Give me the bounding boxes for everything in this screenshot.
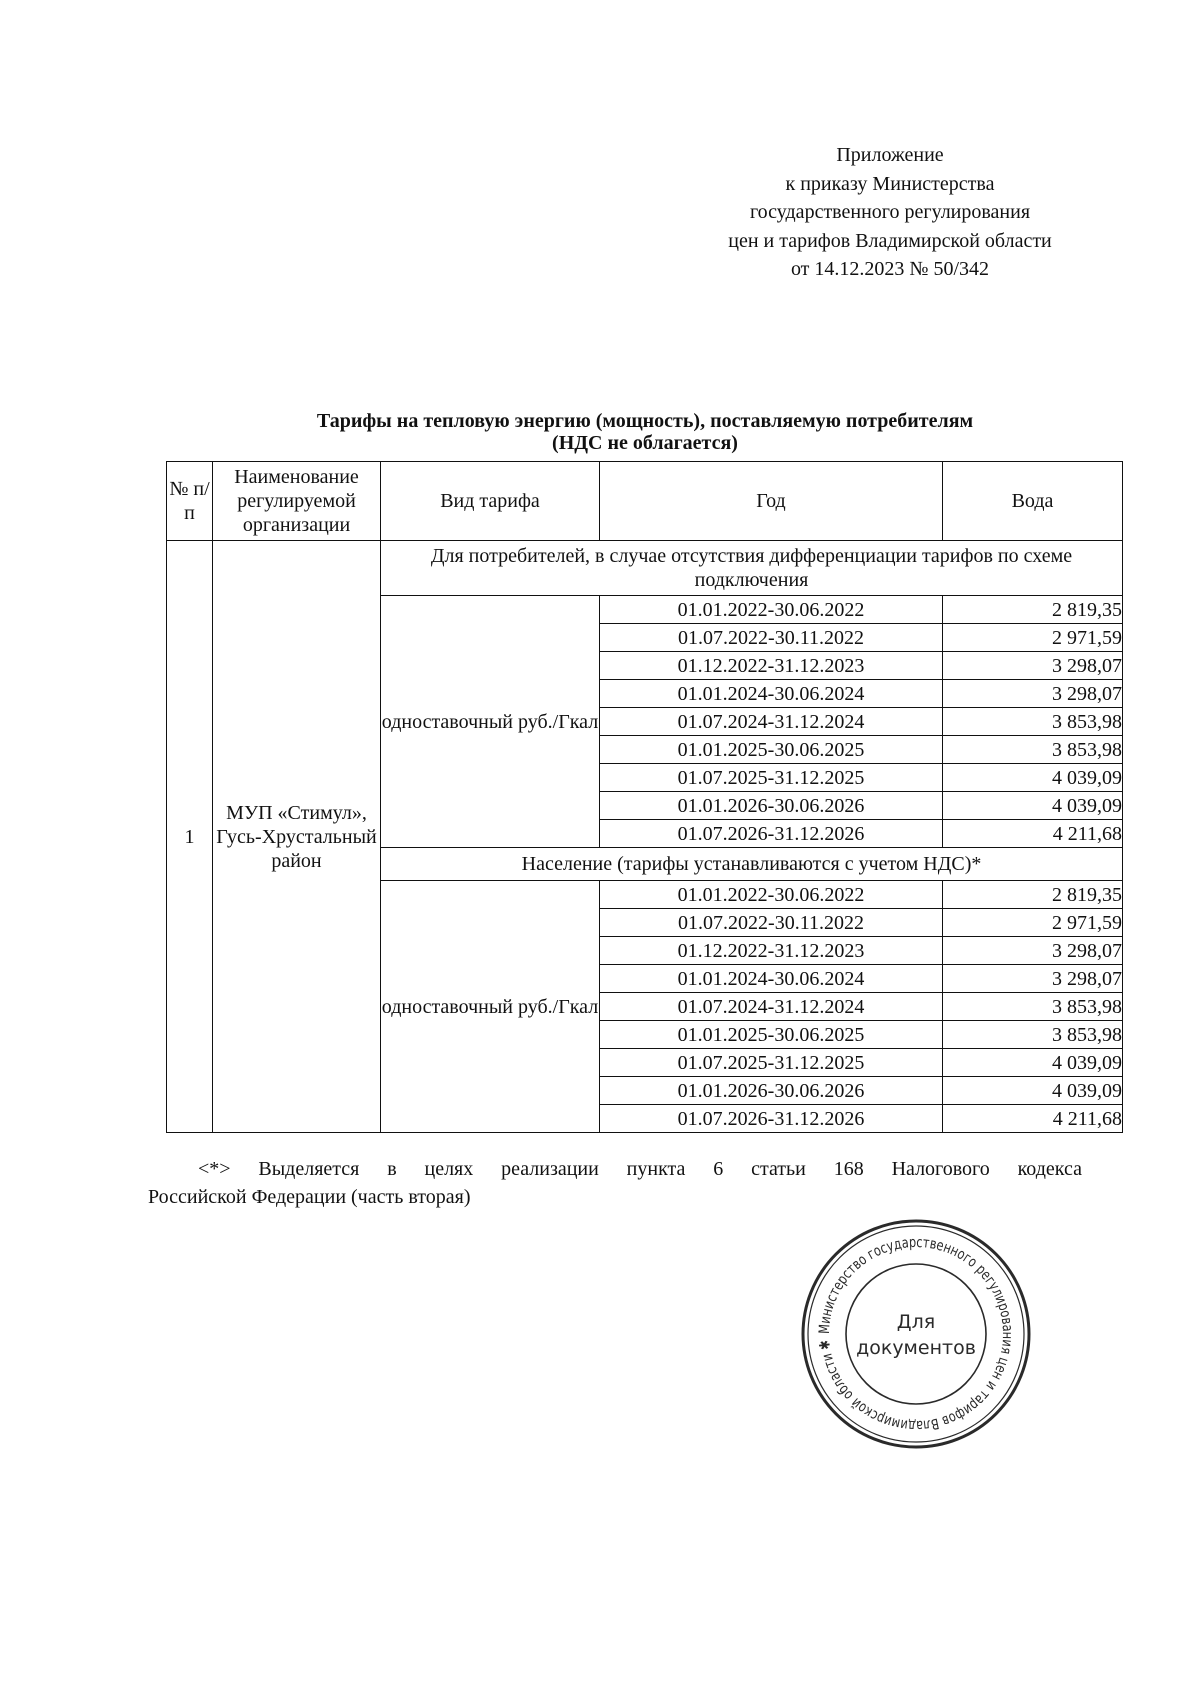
stamp-outer-ring-inner (808, 1226, 1024, 1442)
value-cell: 2 819,35 (943, 596, 1123, 624)
group-title-consumers: Для потребителей, в случае отсутствия дифференциации тарифов по схеме подключения (381, 541, 1123, 596)
value-cell: 3 298,07 (943, 965, 1123, 993)
value-cell: 3 298,07 (943, 937, 1123, 965)
stamp-center-line-1: Для (896, 1311, 936, 1333)
appendix-line: к приказу Министерства (785, 172, 995, 195)
period-cell: 01.12.2022-31.12.2023 (600, 652, 943, 680)
organization-cell: МУП «Стимул», Гусь-Хрустальный район (213, 541, 381, 1133)
stamp-inner-ring (846, 1264, 986, 1404)
official-stamp (796, 1214, 1036, 1454)
value-cell: 4 039,09 (943, 764, 1123, 792)
header-year: Год (600, 462, 943, 541)
value-cell: 4 039,09 (943, 1049, 1123, 1077)
tariff-type-cell: одноставочный руб./Гкал (381, 596, 600, 848)
period-cell: 01.07.2026-31.12.2026 (600, 1105, 943, 1133)
period-cell: 01.07.2024-31.12.2024 (600, 708, 943, 736)
document-title (167, 410, 1123, 454)
value-cell: 3 298,07 (943, 652, 1123, 680)
tariff-type-cell: одноставочный руб./Гкал (381, 881, 600, 1133)
header-organization: Наименование регулируемой организации (213, 462, 381, 541)
group-title-row (167, 541, 1123, 596)
period-cell: 01.07.2024-31.12.2024 (600, 993, 943, 1021)
period-cell: 01.07.2022-30.11.2022 (600, 909, 943, 937)
period-cell: 01.01.2024-30.06.2024 (600, 965, 943, 993)
group-title-population: Население (тарифы устанавливаются с учетом НДС)* (381, 848, 1123, 881)
appendix-block (690, 141, 1090, 284)
value-cell: 2 971,59 (943, 624, 1123, 652)
period-cell: 01.07.2025-31.12.2025 (600, 1049, 943, 1077)
appendix-line: цен и тарифов Владимирской области (728, 229, 1052, 252)
value-cell: 4 039,09 (943, 1077, 1123, 1105)
table-header-row (167, 462, 1123, 541)
value-cell: 3 853,98 (943, 1021, 1123, 1049)
value-cell: 3 853,98 (943, 993, 1123, 1021)
value-cell: 3 853,98 (943, 708, 1123, 736)
value-cell: 2 971,59 (943, 909, 1123, 937)
title-line-2: (НДС не облагается) (552, 432, 738, 454)
period-cell: 01.01.2025-30.06.2025 (600, 1021, 943, 1049)
period-cell: 01.07.2025-31.12.2025 (600, 764, 943, 792)
tariff-table-body (167, 462, 1123, 1133)
footnote-line-1: <*> Выделяется в целях реализации пункта 6 статьи 168 Налогового кодекса (198, 1158, 1082, 1180)
period-cell: 01.07.2022-30.11.2022 (600, 624, 943, 652)
value-cell: 3 298,07 (943, 680, 1123, 708)
stamp-center-line-2: документов (856, 1337, 976, 1359)
header-tariff-type: Вид тарифа (381, 462, 600, 541)
header-water: Вода (943, 462, 1123, 541)
value-cell: 4 039,09 (943, 792, 1123, 820)
value-cell: 2 819,35 (943, 881, 1123, 909)
title-line-1: Тарифы на тепловую энергию (мощность), поставляемую потребителям (316, 410, 974, 432)
period-cell: 01.07.2026-31.12.2026 (600, 820, 943, 848)
period-cell: 01.01.2026-30.06.2026 (600, 1077, 943, 1105)
period-cell: 01.01.2022-30.06.2022 (600, 596, 943, 624)
period-cell: 01.12.2022-31.12.2023 (600, 937, 943, 965)
footnote (148, 1155, 1082, 1211)
appendix-line: от 14.12.2023 № 50/342 (790, 258, 990, 280)
value-cell: 4 211,68 (943, 820, 1123, 848)
footnote-line-2: Российской Федерации (часть вторая) (148, 1186, 471, 1208)
period-cell: 01.01.2024-30.06.2024 (600, 680, 943, 708)
appendix-line: Приложение (836, 144, 944, 166)
appendix-line: государственного регулирования (749, 201, 1031, 223)
period-cell: 01.01.2025-30.06.2025 (600, 736, 943, 764)
row-number-cell: 1 (167, 541, 213, 1133)
value-cell: 4 211,68 (943, 1105, 1123, 1133)
period-cell: 01.01.2022-30.06.2022 (600, 881, 943, 909)
stamp-outer-ring (803, 1221, 1029, 1447)
period-cell: 01.01.2026-30.06.2026 (600, 792, 943, 820)
value-cell: 3 853,98 (943, 736, 1123, 764)
header-number: № п/п (167, 462, 213, 541)
stamp-ring-textpath: Министерство государственного регулирования цен и тарифов Владимирской области ✱ (816, 1234, 1016, 1434)
tariff-table (166, 461, 1123, 1133)
